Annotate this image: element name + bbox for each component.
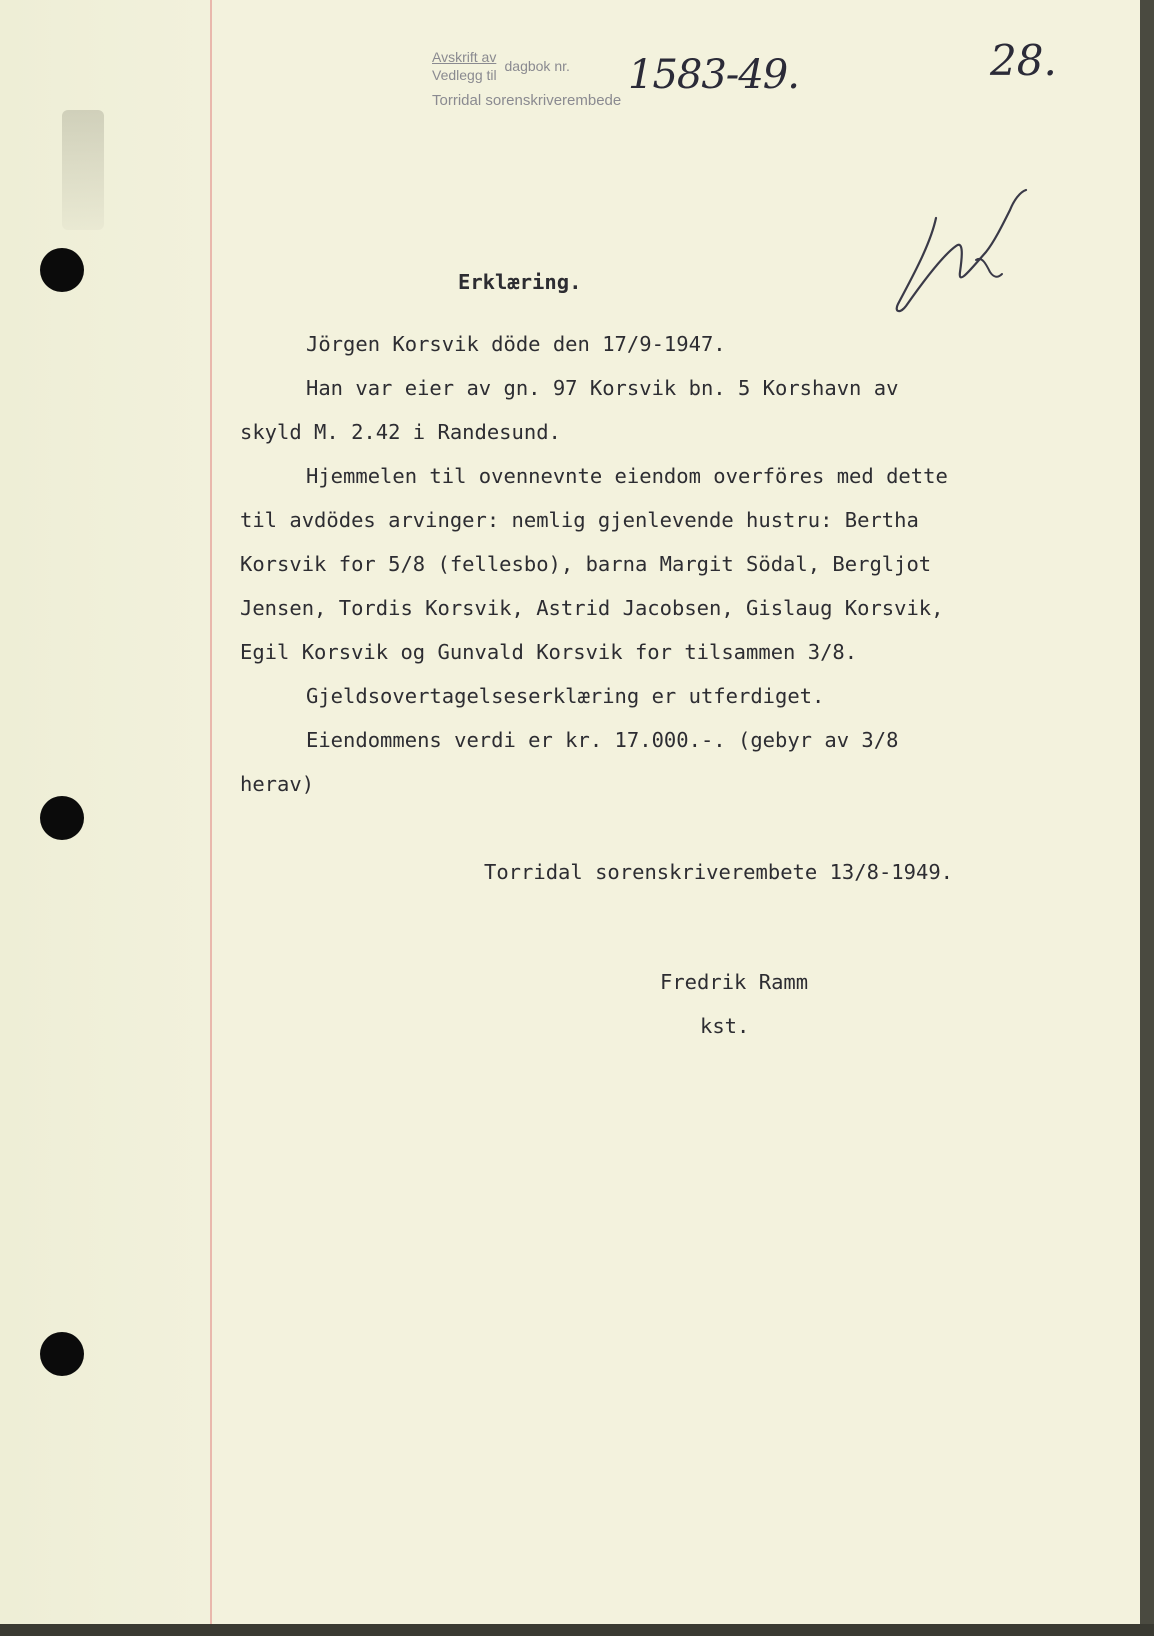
place-and-date: Torridal sorenskriverembete 13/8-1949. xyxy=(484,860,953,884)
punch-hole-bottom xyxy=(40,1332,84,1376)
paragraph-line: Eiendommens verdi er kr. 17.000.-. (gebyr av 3/8 xyxy=(306,728,899,752)
paragraph-line: Hjemmelen til ovennevnte eiendom overföres med dette xyxy=(306,464,948,488)
paragraph-line: skyld M. 2.42 i Randesund. xyxy=(240,420,561,444)
stamp-office-name: Torridal sorenskriverembede xyxy=(432,92,622,109)
stamp-prefix xyxy=(432,48,497,84)
paragraph-line: Gjeldsovertagelseserklæring er utferdiget. xyxy=(306,684,825,708)
stamp-journal-label: dagbok nr. xyxy=(504,58,570,74)
page-number: 28. xyxy=(990,36,1057,85)
left-margin-band xyxy=(0,0,210,1636)
stamp-prefix-line2: Vedlegg til xyxy=(432,67,497,83)
signer-title: kst. xyxy=(700,1014,750,1038)
paragraph-line: til avdödes arvinger: nemlig gjenlevende hustru: Bertha xyxy=(240,508,919,532)
paragraph-line: herav) xyxy=(240,772,315,796)
paragraph-line: Jensen, Tordis Korsvik, Astrid Jacobsen, Gislaug Korsvik, xyxy=(240,596,944,620)
scan-edge-bottom xyxy=(0,1624,1154,1636)
paragraph-line: Korsvik for 5/8 (fellesbo), barna Margit Södal, Bergljot xyxy=(240,552,932,576)
office-stamp xyxy=(432,48,621,110)
scan-edge-right xyxy=(1140,0,1154,1636)
stamp-prefix-line1: Avskrift av xyxy=(432,49,497,65)
handwritten-initials-mark xyxy=(890,186,1040,326)
paragraph-line: Jörgen Korsvik döde den 17/9-1947. xyxy=(306,332,726,356)
paragraph-line: Egil Korsvik og Gunvald Korsvik for tilsammen 3/8. xyxy=(240,640,858,664)
journal-number: 1583-49. xyxy=(628,52,799,98)
paragraph-line: Han var eier av gn. 97 Korsvik bn. 5 Korshavn av xyxy=(306,376,899,400)
document-title: Erklæring. xyxy=(458,270,582,294)
paper-smudge xyxy=(62,110,104,230)
punch-hole-top xyxy=(40,248,84,292)
margin-rule xyxy=(210,0,212,1636)
signer-name: Fredrik Ramm xyxy=(660,970,809,994)
punch-hole-middle xyxy=(40,796,84,840)
